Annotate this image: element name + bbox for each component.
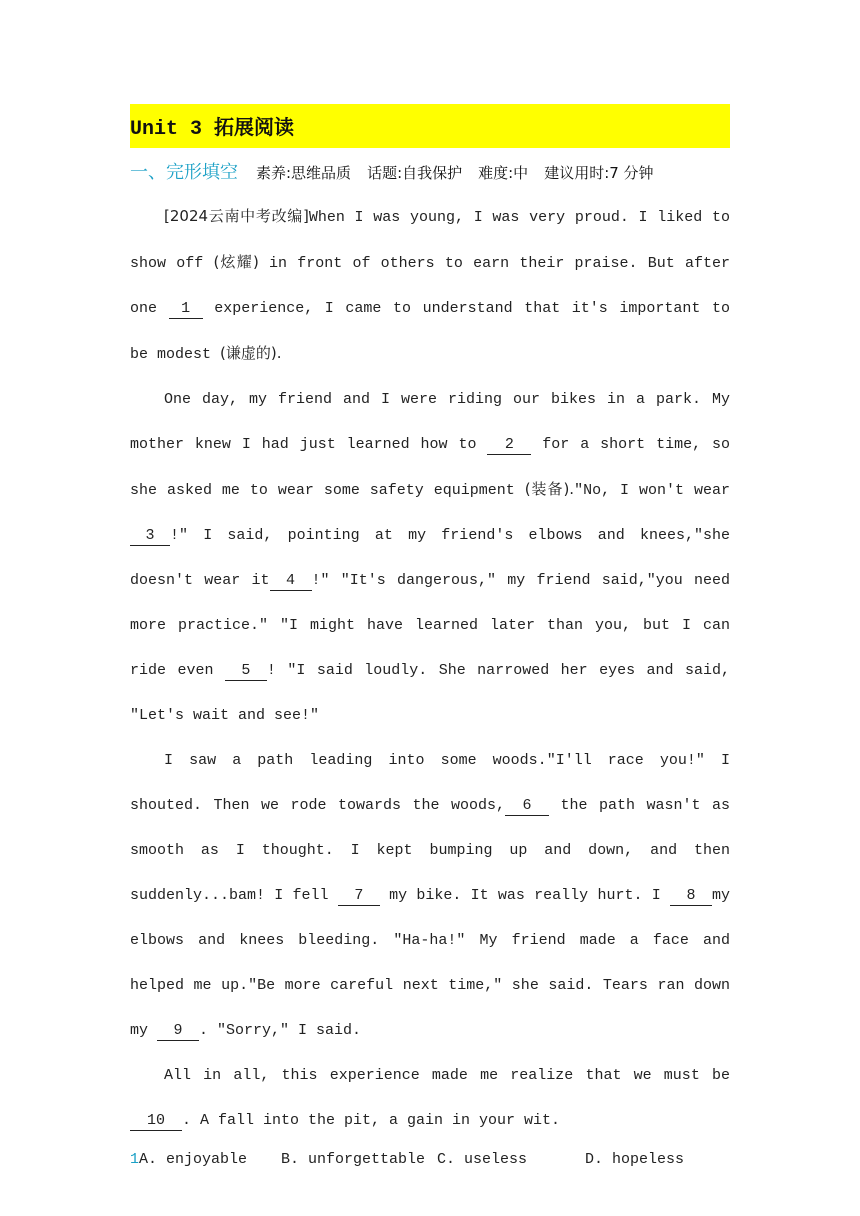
unit-title-banner [130,104,730,148]
paragraph-3: I saw a path leading into some woods."I'll race you!" I shouted. Then we rode towards the woods, 6 the path wasn't as smooth as I thought. I kept bumping up and down, and then suddenly...bam! I fell 7 my bike. It was really hurt. I 8 my elbows and knees bleeding. "Ha-ha!" My friend made a face and helped me up."Be more careful next time," she said. Tears ran down my 9 . "Sorry," I said. [130,752,731,1039]
blank-3[interactable]: 3 [130,527,170,546]
paragraph-2: One day, my friend and I were riding our bikes in a park. My mother knew I had just learned how to 2 for a short time, so she asked me to wear some safety equipment (装备)."No, I won't wear 3 !" I said, pointing at my friend's elbows and knees,"she doesn't wear it 4 !" "It's dangerous," my friend said,"you need more practice." "I might have learned later than you, but I can ride even 5 ! "I said loudly. She narrowed her eyes and said, "Let's wait and see!" [130,391,731,724]
blank-9[interactable]: 9 [157,1022,199,1041]
option-c[interactable]: C. useless [437,1151,528,1168]
gloss: (谦虚的). [220,344,282,362]
question-number: 1 [130,1151,140,1168]
blank-2[interactable]: 2 [487,436,531,455]
meta-time: 建议用时:7 分钟 [544,164,654,182]
question-1-options [130,1145,730,1175]
blank-5[interactable]: 5 [225,662,267,681]
blank-6[interactable]: 6 [505,797,549,816]
option-b[interactable]: B. unforgettable [281,1151,426,1168]
section-header [130,158,730,184]
blank-7[interactable]: 7 [338,887,380,906]
unit-title: Unit 3 拓展阅读 [130,118,295,141]
gloss: (炫耀) [213,253,259,271]
blank-4[interactable]: 4 [270,572,312,591]
option-a[interactable]: A. enjoyable [139,1151,248,1168]
document-page [130,104,730,1175]
cloze-passage [130,194,730,1143]
meta-topic: 话题:自我保护 [367,164,463,182]
meta-difficulty: 难度:中 [478,164,529,182]
paragraph-4: All in all, this experience made me realize that we must be 10 . A fall into the pit, a gain in your wit. [130,1053,730,1143]
section-title: 一、完形填空 [130,162,238,183]
blank-1[interactable]: 1 [169,300,203,319]
blank-8[interactable]: 8 [670,887,712,906]
source-tag: [2024云南中考改编] [164,207,309,225]
gloss: (装备). [524,480,575,498]
blank-10[interactable]: 10 [130,1112,182,1131]
paragraph-1: [2024云南中考改编]When I was young, I was very proud. I liked to show off (炫耀) in front of others to earn their praise. But after one 1 experience, I came to understand that it's important to be modest (谦虚的). [130,207,730,363]
meta-literacy: 素养:思维品质 [256,164,352,182]
option-d[interactable]: D. hopeless [585,1151,685,1168]
